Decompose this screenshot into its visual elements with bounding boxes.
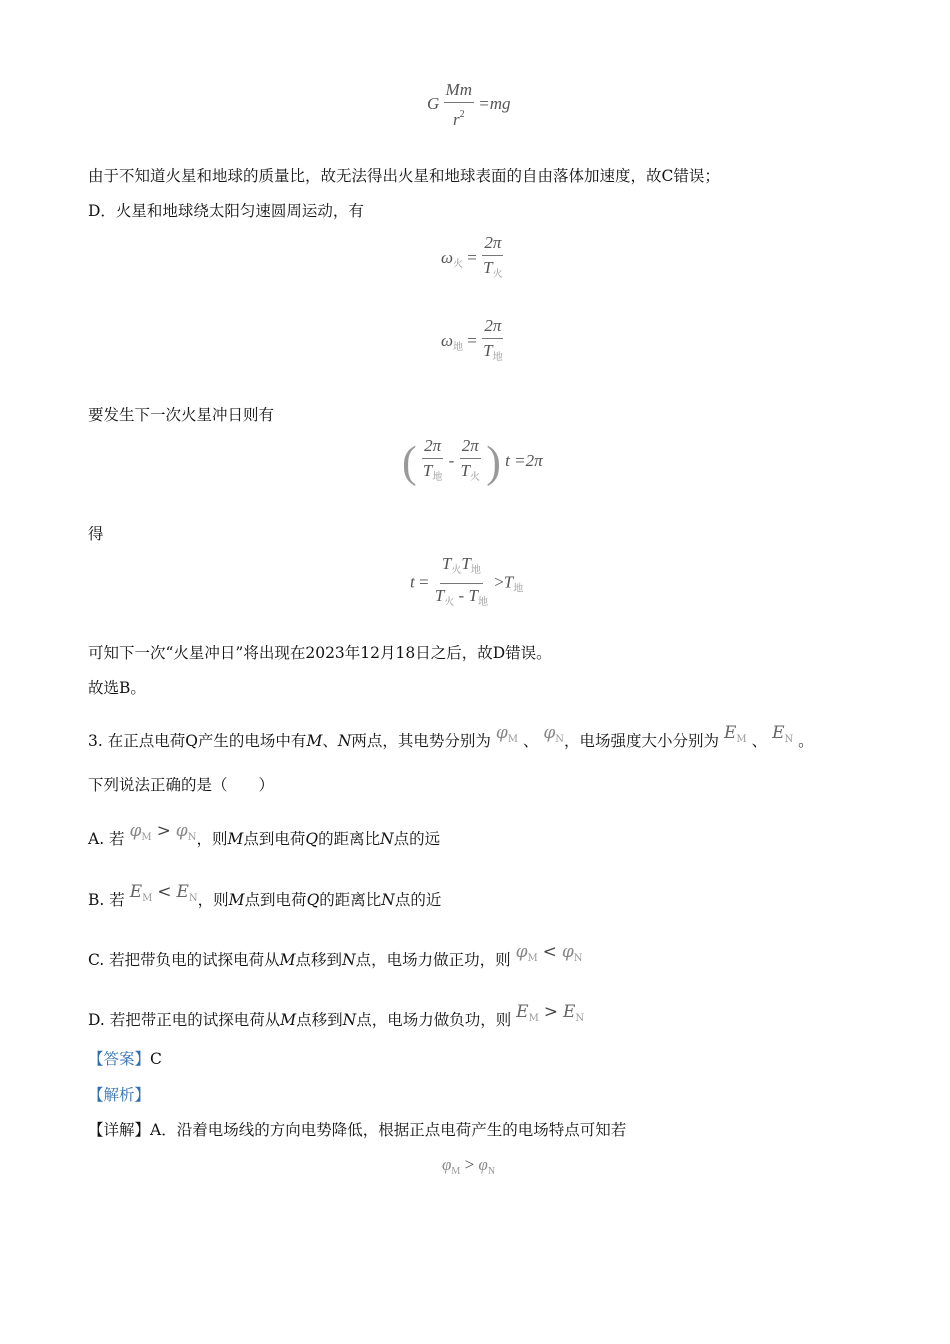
answer-tag: 【答案】: [88, 1050, 151, 1068]
answer-line: [88, 1049, 162, 1069]
paragraph: D．火星和地球绕太阳匀速圆周运动，有: [88, 202, 364, 220]
option-d: D. 若把带正电的试探电荷从M点移到N点，电场力做负功，则 $E^M > E^N$: [88, 1002, 585, 1029]
equation-omega-earth: $\omega_地$ = $\frac{2\pi}{T_地}$: [441, 316, 505, 368]
equation-opposition: ( $\frac{2\pi}{T_地}$ - $\frac{2\pi}{T_火}$ ) t =2π: [402, 436, 543, 487]
fraction: $\frac{2\pi}{T_火}$: [460, 436, 481, 483]
question-stem: 3. 在正点电荷Q产生的电场中有M、N两点，其电势分别为 $\varphi^M$ 、 $\varphi^N$，电场强度大小分别为 $E^M$ 、 $E^N$ 。: [88, 723, 814, 750]
detail-line: 【详解】A．沿着电场线的方向电势降低，根据正点电荷产生的电场特点可知若: [88, 1121, 627, 1139]
right-paren: ): [486, 437, 501, 487]
answer-value: C: [150, 1050, 162, 1068]
eq-rhs: =mg: [478, 93, 511, 113]
paragraph: 故选B。: [88, 679, 146, 697]
question-stem-2: 下列说法正确的是（ ）: [88, 776, 275, 794]
option-c: C. 若把带负电的试探电荷从M点移到N点，电场力做正功，则 $\varphi^M < \varphi^N$: [88, 942, 583, 969]
paragraph: 要发生下一次火星冲日则有: [88, 406, 275, 424]
equation-phi-compare: $\varphi_M > \varphi_N$: [442, 1155, 496, 1177]
eq-G: G: [427, 93, 440, 113]
fraction: $\frac{2\pi}{T_火}$: [483, 233, 503, 280]
paragraph: 得: [88, 525, 104, 543]
fraction: $\frac{2\pi}{T_地}$: [483, 316, 503, 363]
equation-omega-mars: $\omega_火$ = $\frac{2\pi}{T_火}$: [441, 233, 505, 285]
left-paren: (: [402, 437, 417, 487]
option-b: B. 若 $E^M < E^N$，则M点到电荷Q的距离比N点的近: [88, 882, 442, 909]
fraction: $\frac{T_火T_地}{T_火 - T_地}$: [434, 554, 488, 608]
fraction: $\frac{Mm}{r^2}$: [445, 80, 472, 129]
paragraph: 可知下一次“火星冲日”将出现在2023年12月18日之后，故D错误。: [88, 644, 552, 662]
analysis-tag: 【解析】: [88, 1086, 151, 1104]
fraction: $\frac{2\pi}{T_地}$: [422, 436, 443, 483]
equation-t: t = $\frac{T_火T_地}{T_火 - T_地}$ $>T_地$: [410, 554, 523, 613]
equation-gravity: [427, 80, 510, 130]
paragraph: 由于不知道火星和地球的质量比，故无法得出火星和地球表面的自由落体加速度，故C错误；: [88, 167, 720, 185]
detail-tag: 【详解】: [88, 1121, 151, 1139]
option-a: A. 若 $\varphi^M > \varphi^N$，则M点到电荷Q的距离比N点的远: [88, 821, 441, 848]
